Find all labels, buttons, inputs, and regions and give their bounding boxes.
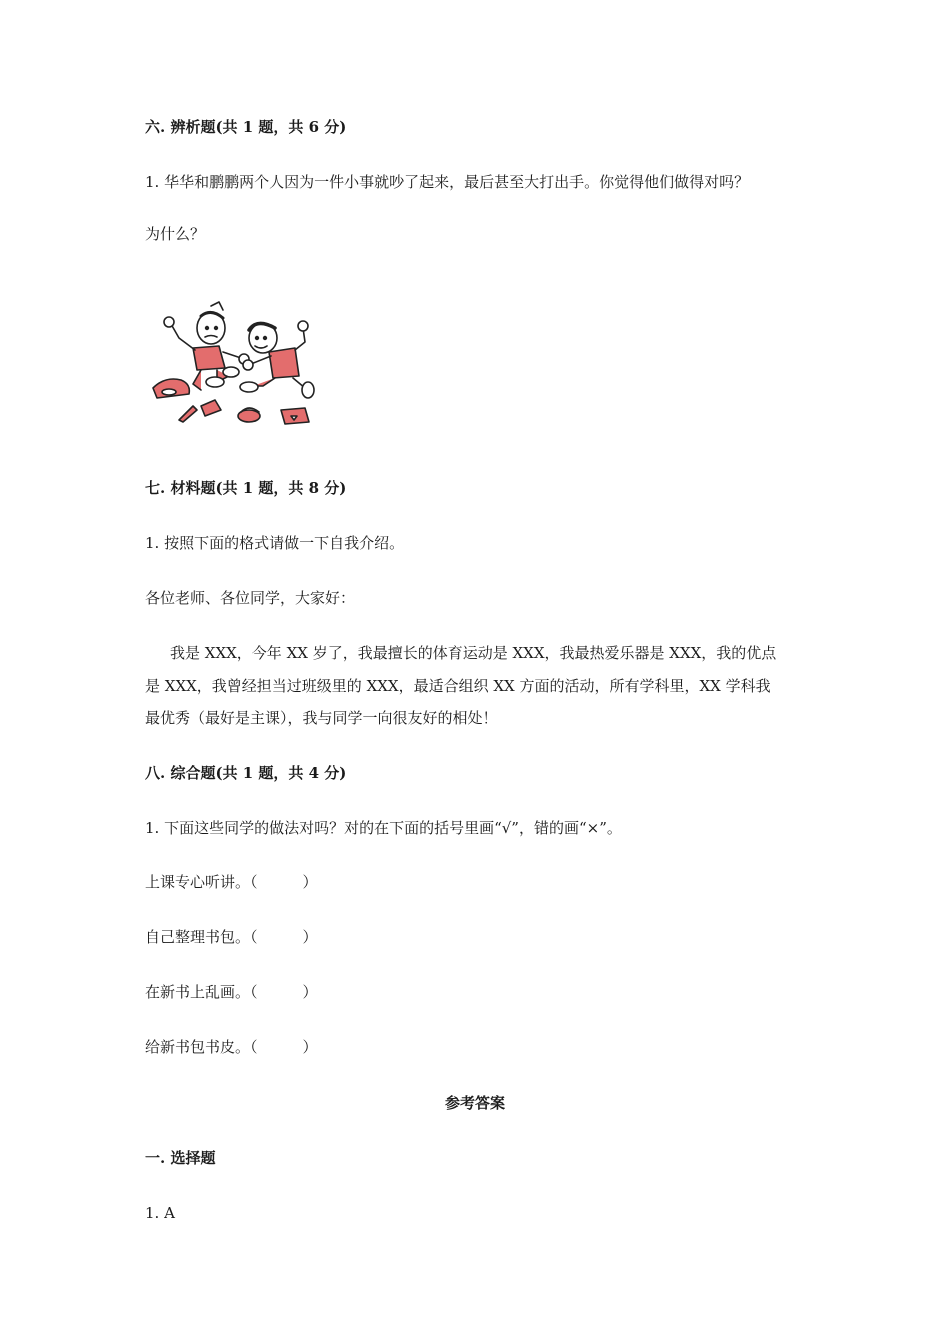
section-7-title: 七. 材料题(共 1 题，共 8 分) [145, 479, 347, 497]
self-intro-paragraph-line-1: 我是 XXX，今年 XX 岁了，我最擅长的体育运动是 XXX，我最热爱乐器是 XXX，我的优点 [170, 644, 777, 662]
section-6-question-1-line-1: 1. 华华和鹏鹏两个人因为一件小事就吵了起来，最后甚至大打出手。你觉得他们做得对吗？ [145, 173, 750, 191]
answer-section-1-title: 一. 选择题 [145, 1149, 216, 1167]
judgement-item-1: 上课专心听讲。（ ） [145, 873, 318, 891]
section-8-title: 八. 综合题(共 1 题，共 4 分) [145, 764, 347, 782]
self-intro-greeting: 各位老师、各位同学，大家好： [145, 589, 356, 607]
answer-1: 1. A [145, 1204, 175, 1222]
self-intro-paragraph-line-3: 最优秀（最好是主课），我与同学一向很友好的相处！ [145, 709, 498, 727]
section-6-title: 六. 辨析题(共 1 题，共 6 分) [145, 118, 347, 136]
section-8-question-1: 1. 下面这些同学的做法对吗？对的在下面的括号里画“√”，错的画“×”。 [145, 819, 622, 837]
section-6-question-1-line-2: 为什么？ [145, 225, 206, 243]
section-7-question-1: 1. 按照下面的格式请做一下自我介绍。 [145, 534, 405, 552]
self-intro-paragraph-line-2: 是 XXX，我曾经担当过班级里的 XXX，最适合组织 XX 方面的活动，所有学科里，XX 学科我 [145, 677, 771, 695]
judgement-item-2: 自己整理书包。（ ） [145, 928, 318, 946]
judgement-item-3: 在新书上乱画。（ ） [145, 983, 318, 1001]
answer-key-title: 参考答案 [444, 1094, 505, 1112]
two-children-fighting-illustration [145, 298, 325, 430]
judgement-item-4: 给新书包书皮。（ ） [145, 1038, 318, 1056]
